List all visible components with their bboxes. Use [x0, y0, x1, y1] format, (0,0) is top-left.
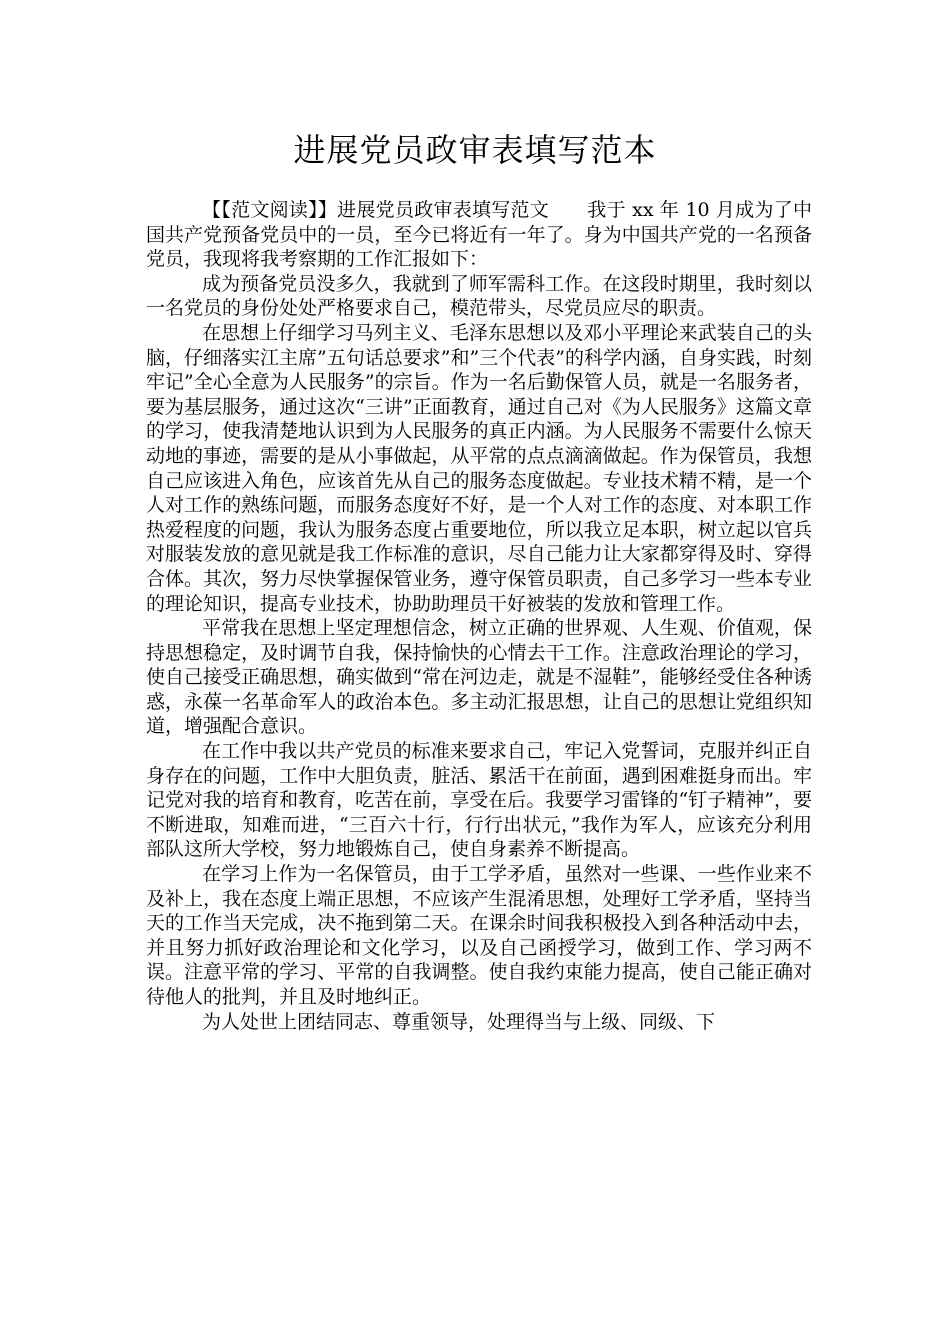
document-title: 进展党员政审表填写范本: [293, 131, 657, 169]
body-paragraph-2: 在思想上仔细学习马列主义、毛泽东思想以及邓小平理论来武装自己的头脑，仔细落实江主席”五句话总要求”和”三个代表”的科学内涵，自身实践，时刻牢记”全心全意为人民服务”的宗旨。作为一名后勤保管人员，就是一名服务者，要为基层服务，通过这次“三讲”正面教育，通过自己对《为人民服务》这篇文章的学习，使我清楚地认识到为人民服务的真正内涵。为人民服务不需要什么惊天动地的事迹，需要的是从小事做起，从平常的点点滴滴做起。作为保管员，我想自己应该进入角色，应该首先从自己的服务态度做起。专业技术精不精，是一个人对工作的熟练问题，而服务态度好不好，是一个人对工作的态度、对本职工作热爱程度的问题，我认为服务态度占重要地位，所以我立足本职，树立起以官兵对服装发放的意见就是我工作标准的意识，尽自己能力让大家都穿得及时、穿得合体。其次，努力尽快掌握保管业务，遵守保管员职责，自己多学习一些本专业的理论知识，提高专业技术，协助助理员干好被装的发放和管理工作。: [146, 321, 812, 615]
document-body: [146, 198, 812, 1034]
body-paragraph-6: 为人处世上团结同志、尊重领导，处理得当与上级、同级、下: [202, 1010, 716, 1033]
intro-heading: 【【范文阅读】】进展党员政审表填写范文: [202, 199, 550, 221]
body-paragraph-1: 成为预备党员没多久，我就到了师军需科工作。在这段时期里，我时刻以一名党员的身份处处严格要求自己，模范带头，尽党员应尽的职责。: [146, 272, 812, 320]
body-paragraph-4: 在工作中我以共产党员的标准来要求自己，牢记入党誓词，克服并纠正自身存在的问题，工作中大胆负责，脏活、累活干在前面，遇到困难挺身而出。牢记党对我的培育和教育，吃苦在前，享受在后。我要学习雷锋的“钉子精神”，要不断进取，知难而进，“三百六十行，行行出状元，”我作为军人，应该充分利用部队这所大学校，努力地锻炼自己，使自身素养不断提高。: [146, 740, 812, 861]
intro-paragraph: [146, 198, 812, 272]
body-paragraph-3: 平常我在思想上坚定理想信念，树立正确的世界观、人生观、价值观，保持思想稳定，及时调节自我，保持愉快的心情去干工作。注意政治理论的学习，使自己接受正确思想，确实做到“常在河边走，就是不湿鞋”，能够经受住各种诱惑，永葆一名革命军人的政治本色。多主动汇报思想，让自己的思想让党组织知道，增强配合意识。: [146, 617, 812, 738]
intro-text: 我于 xx 年 10 月成为了中国共产党预备党员中的一员，至今已将近有一年了。身为中国共产党的一名预备党员，我现将我考察期的工作汇报如下：: [146, 199, 812, 271]
body-paragraph-5: 在学习上作为一名保管员，由于工学矛盾，虽然对一些课、一些作业来不及补上，我在态度上端正思想，不应该产生混淆思想，处理好工学矛盾，坚持当天的工作当天完成，决不拖到第二天。在课余时间我积极投入到各种活动中去，并且努力抓好政治理论和文化学习，以及自己函授学习，做到工作、学习两不误。注意平常的学习、平常的自我调整。使自我约束能力提高，使自己能正确对待他人的批判，并且及时地纠正。: [146, 863, 812, 1008]
